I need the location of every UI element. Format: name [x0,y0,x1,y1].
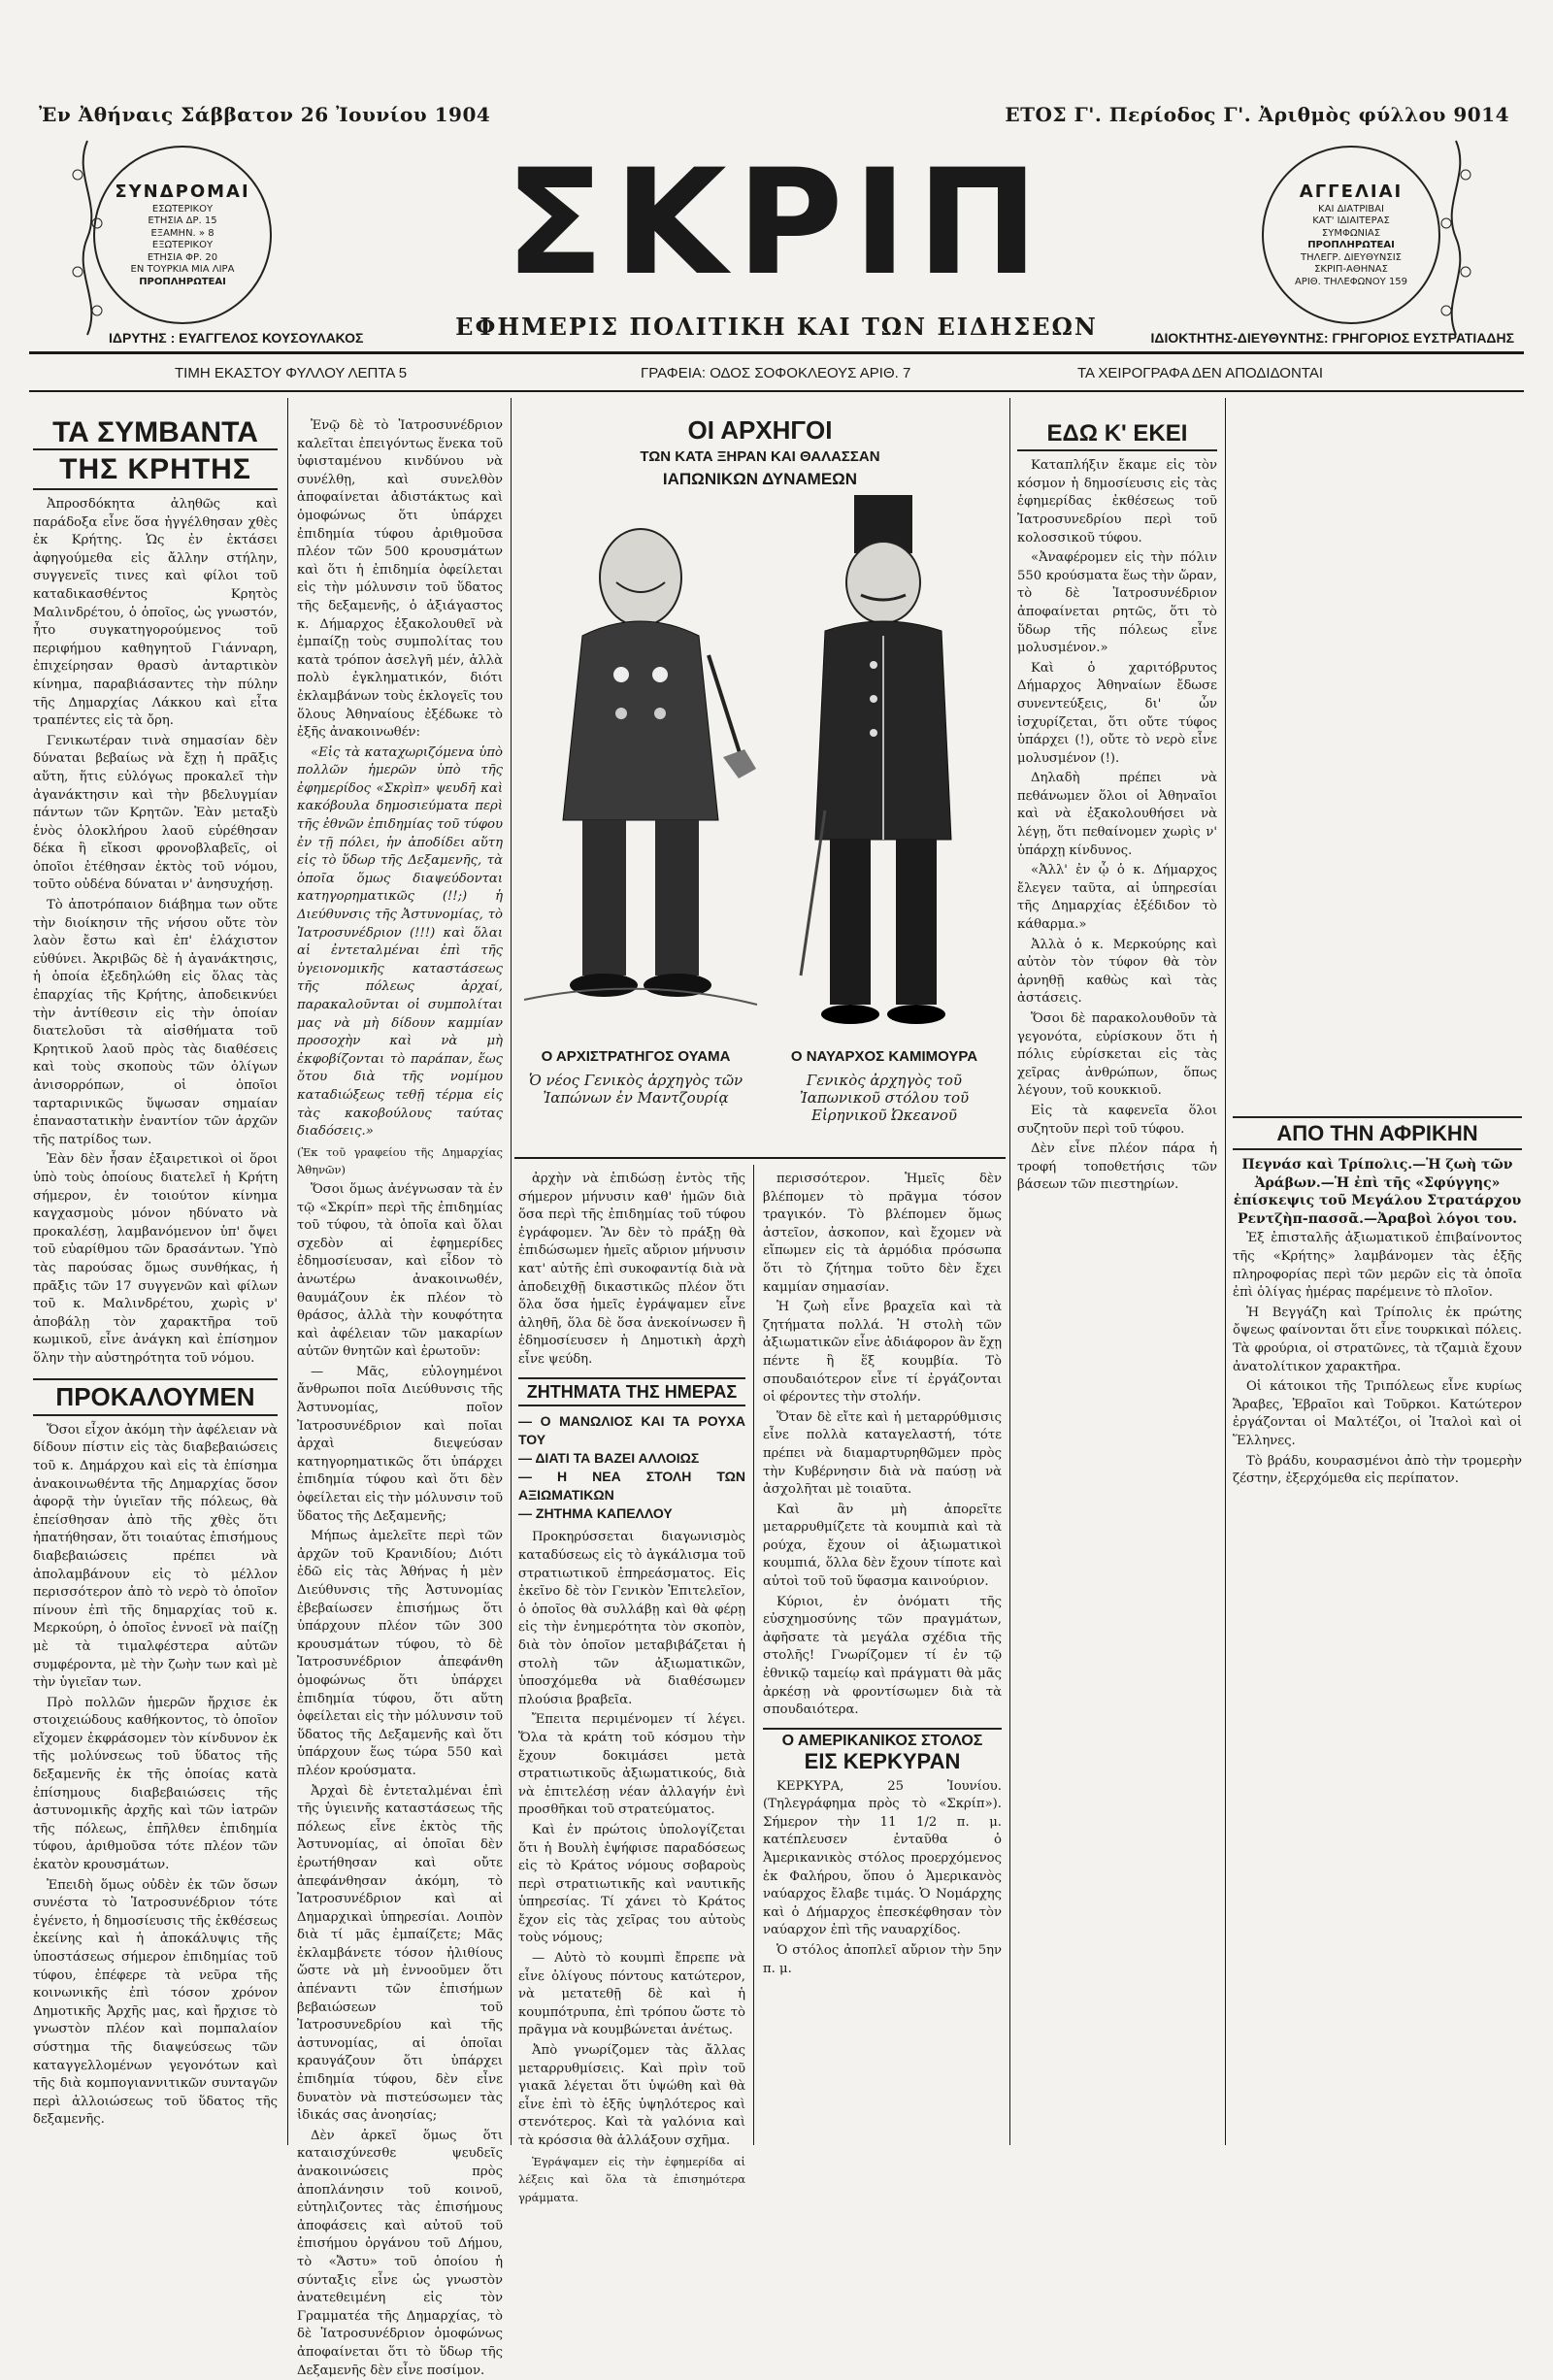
feature-subtitle: ΙΑΠΩΝΙΚΩΝ ΔΥΝΑΜΕΩΝ [662,470,858,489]
article-paragraph: Καὶ ἐν πρώτοις ὑπολογίζεται ὅτι ἡ Βουλὴ ἐψήφισε παραδόσεως εἰς τὸ Κράτος νόμους σοβαροὺς περὶ στρατιωτικῆς καὶ ναυτικῆς ὑπηρεσίας. Τί χάνει τὸ Κράτος ἔχον εἰς τὰς χεῖρας του αὐτοὺς τοὺς νόμους; [518,1822,745,1946]
subscriptions-line: ΠΡΟΠΛΗΡΩΤΕΑΙ [139,276,226,287]
article-paragraph: Δὲν ἀρκεῖ ὅμως ὅτι καταισχύνεσθε ψευδεῖς ἀνακοινώσεις πρὸς ἀποπλάνησιν τοῦ κοινοῦ, εὐτηλιζοντες τὰς ἐπισήμους ἀποφάσεις καὶ αὐτοῦ τοῦ ἐπισήμου ὀργάνου τοῦ Δήμου, τὸ «Ἄστυ» τοῦ ὁποίου ἡ σύνταξις εἶνε ὡς γνωστὸν ἀνατεθειμένη εἰς τὸν Γραμματέα τῆς Δημαρχίας, τὸ δὲ Ἰατροσυνέδριον ὁμοφώνως ἀποφαίνεται ὅτι τὸ ὕδωρ τῆς Δεξαμενῆς δὲν εἶνε ποσίμον. [297,2128,503,2378]
quote-source: (Ἐκ τοῦ γραφείου τῆς Δημαρχίας Ἀθηνῶν) [297,1144,503,1177]
ads-line: ΑΡΙΘ. ΤΗΛΕΦΩΝΟΥ 159 [1294,276,1408,287]
article-paragraph: Γενικωτέραν τινὰ σημασίαν δὲν δύναται βεβαίως νὰ ἔχῃ ἡ πρᾶξις αὕτη, ἥτις εὐλόγως προκαλεῖ τὴν ἀγανάκτησιν καὶ τὴν βδελυγμίαν πάντων τῶν Κρητῶν. Ἐὰν μεταξὺ ἑνὸς ὁλοκλήρου λαοῦ εὑρέθησαν δέκα ἢ εἴκοσι φρονοβλαβεῖς, οἱ ὁποῖοι ἐτέθησαν ἐκτὸς τοῦ νόμου, τοῦτο οὐδένα δύναται ν' ἀνησυχήσῃ. [33,733,278,893]
ads-title: ΑΓΓΕΛΙΑΙ [1299,182,1404,202]
article-paragraph: Ἡ Βεγγάζη καὶ Τρίπολις ἐκ πρώτης ὄψεως φαίνονται ὅτι εἶνε τουρκικαὶ πόλεις. Τὰ φρούρια, οἱ στρατῶνες, τὰ τζαμιὰ ἔχουν ἀνατολίτικον χαρακτῆρα. [1233,1305,1522,1374]
news-item: Καταπλήξιν ἔκαμε εἰς τὸν κόσμον ἡ δημοσίευσις εἰς τὰς ἐφημερίδας ἐκθέσεως τοῦ Ἰατροσυνεδρίου περὶ τοῦ κολοσσικοῦ τύφου. [1017,458,1217,545]
provocation-heading: ΠΡΟΚΑΛΟΥΜΕΝ [33,1378,278,1416]
subscriptions-line: ΕΤΗΣΙΑ ΦΡ. 20 [147,251,218,263]
article-quote: «Εἰς τὰ καταχωριζόμενα ὑπὸ πολλῶν ἡμερῶν ὑπὸ τῆς ἐφημερίδος «Σκρὶπ» ψευδῆ καὶ κακόβουλα δημοσιεύματα περὶ τῆς ἐθνῶν ἐπιδημίας τοῦ τύφου ἐν τῇ πόλει, ἡν ἀποδίδει αὕτη εἰς τὸ ὕδωρ τῆς Δεξαμενῆς, τὰ ὁποῖα ὅμως διαψεύδονται κατηγορηματικῶς (!!;) ἡ Διεύθυνσις τῆς Ἀστυνομίας, τὸ Ἰατροσυνέδριον (!!!) καὶ ὅλαι αἱ ἐντεταλμέναι ἐπὶ τῆς ὑγειονομικῆς καταστάσεως τῆς πόλεως ἀρχαί, παρακαλοῦνται οἱ συμπολίται μας νὰ μὴ δίδουν καμμίαν προσοχὴν καὶ νὰ μὴ ἐκφοβίζονται τὸ παράπαν, ἕως ὅτου διὰ τῆς νομίμου καταδιώξεως τεθῇ τέρμα εἰς τὰς κακοβούλους ταύτας διαδόσεις.» [297,744,503,1140]
article-paragraph: Ὅταν δὲ εἴτε καὶ ἡ μεταρρύθμισις εἶνε πολλὰ καταγελαστή, τότε πρέπει νὰ διαμαρτυρηθῶμεν πρὸς τὴν Κυβέρνησιν διὰ νὰ παύσῃ νὰ ἀσχολῆται μὲ τοιαῦτα. [763,1409,1002,1498]
article-paragraph: περισσότερον. Ἡμεῖς δὲν βλέπομεν τὸ πρᾶγμα τόσον τραγικόν. Τὸ βλέπομεν ὅμως ἀστεῖον, ἀσκοπον, καὶ ἔχομεν νὰ εἴπωμεν εἰς τὰ ἁρμόδια πρόσωπα ὅτι τὸ ζήτημα τοῦτο δὲν ἔχει καμμίαν σημασίαν. [763,1172,1002,1295]
africa-heading: ΑΠΟ ΤΗΝ ΑΦΡΙΚΗΝ [1233,1116,1522,1150]
fleet-heading-2: ΕΙΣ ΚΕΡΚΥΡΑΝ [804,1748,961,1773]
ads-line: ΣΥΜΦΩΝΙΑΣ [1321,227,1381,239]
article-paragraph: ΚΕΡΚΥΡΑ, 25 Ἰουνίου. (Τηλεγράφημα πρὸς τὸ «Σκρίπ»). Σήμερον τὴν 11 1/2 π. μ. κατέπλευσεν ἐνταῦθα ὁ Ἀμερικανικὸς στόλος προερχόμενος ἐκ Φαλήρου, ὅπου ὁ Ἀμερικανὸς ναύαρχος ἔλαβε τιμάς. Ὁ Νομάρχης καὶ ὁ Δήμαρχος ἐπεσκέφθησαν τὸν ναύαρχον ἐπὶ τῆς ναυαρχίδος. [763,1778,1002,1938]
column-3 [518,1171,745,2204]
crete-heading-line1: ΤΑ ΣΥΜΒΑΝΤΑ [52,416,258,448]
ads-line: ΤΗΛΕΓΡ. ΔΙΕΥΘΥΝΣΙΣ [1300,251,1402,263]
ads-line: ΚΑΤ' ΙΔΙΑΙΤΕΡΑΣ [1312,215,1390,226]
issues-item: — Ο ΜΑΝΩΛΙΟΣ ΚΑΙ ΤΑ ΡΟΥΧΑ ΤΟΥ [518,1413,745,1448]
news-item: Δὲν εἶνε πλέον πάρα ἡ τροφή τοποθετήσις τῶν βάσεων τῶν πιεστηρίων. [1017,1141,1217,1193]
news-item: Ὅσοι δὲ παρακολουθοῦν τὰ γεγονότα, εὑρίσκουν ὅτι ἡ πόλις εὑρίσκεται εἰς τὰς χεῖρας ἀνθρώπων, ὅπως λέγουν, τοῦ κουκκιοῦ. [1017,1011,1217,1099]
africa-subheading: Πεγνάσ καὶ Τρίπολις.—Ἡ ζωὴ τῶν Ἀράβων.—Ἡ ἐπὶ τῆς «Σφύγγης» ἐπίσκεψις τοῦ Μεγάλου Στρατάρχου Ρεντζὴπ-πασσᾶ.—Ἀραβοὶ λόγοι του. [1233,1157,1522,1227]
article-paragraph: Ὅσοι εἶχον ἀκόμη τὴν ἀφέλειαν νὰ δίδουν πίστιν εἰς τὰς διαβεβαιώσεις τοῦ κ. Δημάρχου καὶ εἰς τὰ ἐπίσημα ἀνακοινωθέντα τῆς Δημαρχίας ὅσον ἀφορᾷ τὴν ὑγιεῖαν τῆς πόλεως, θὰ ἐπείσθησαν ἀπὸ τῆς χθὲς ὅτι ἠπατήθησαν, ὅτι τοιαύτας ἐπισήμους διαβεβαιώσεις πρέπει νὰ ἀπολαμβάνουν εἰς τὸ μέλλον περισσότερον ἀπὸ τὸ νερὸ τὸ ὁποῖον πίνουν ἐπὶ τῆς δημαρχίας τοῦ κ. Μερκούρη, ὁ ὁποῖος ἐννοεῖ νὰ παίζῃ μὲ τὰ τιμαλφέστερα αὐτῶν συμφέροντα, μὲ τὴν ζωὴν των καὶ μὲ τὴν ὑγιεῖαν των. [33,1422,278,1691]
article-paragraph: Ὅσοι ὅμως ἀνέγνωσαν τὰ ἐν τῷ «Σκρίπ» περὶ τῆς ἐπιδημίας τοῦ τύφου, τὰ ὁποῖα καὶ ὅλαι σχεδὸν αἱ ἐφημερίδες ἐδημοσίευσαν, καὶ εἶδον τὸ ἀνωτέρω ἀνακοινωθέν, θαυμάζουν ἐκ πλέον τὸ θράσος, ἀλλὰ τὴν κουφότητα καὶ ἀφέλειαν τῶν μακαρίων αὐτῶν θνητῶν καὶ ἐρωτοῦν: [297,1181,503,1360]
article-paragraph: Ἀρχαὶ δὲ ἐντεταλμέναι ἐπὶ τῆς ὑγιεινῆς καταστάσεως τῆς πόλεως εἶνε ἐκτὸς τῆς Ἀστυνομίας, αἱ ὁποῖαι δὲν ἐρωτήθησαν καὶ οὔτε ἀπεφάνθησαν ἀκόμη, τὸ Ἰατροσυνέδριον καὶ αἱ Δημαρχικαὶ ὑπηρεσίαι. Λοιπὸν διὰ τί μᾶς ἐμπαίζετε; Μᾶς ἐκλαμβάνετε τόσον ἠλιθίους ὥστε νὰ μὴ ἐννοοῦμεν ὅτι ἀπέναντι τῶν ἐπισήμων βεβαιώσεων τοῦ Ἰατροσυνεδρίου καὶ τῆς ἀστυνομίας, αἱ ὁποῖαι κραυγάζουν ὅτι ὑπάρχει ἐπιδημία τύφου, δὲν εἶνε δυνατὸν νὰ πιστεύσωμεν τὰς ἰδικάς σας ἀνοησίας; [297,1783,503,2124]
manuscripts-notice: ΤΑ ΧΕΙΡΟΓΡΑΦΑ ΔΕΝ ΑΠΟΔΙΔΟΝΤΑΙ [1077,365,1324,381]
column-divider [511,398,512,2145]
issues-item: — ΔΙΑΤΙ ΤΑ ΒΑΖΕΙ ΑΛΛΟΙΩΣ [518,1450,700,1467]
fleet-heading: Ο ΑΜΕΡΙΚΑΝΙΚΟΣ ΣΤΟΛΟΣ [763,1728,1002,1750]
article-paragraph: Προκηρύσσεται διαγωνισμὸς καταδύσεως εἰς τὸ ἀγκάλισμα τοῦ στρατιωτικοῦ ἐπηρεάσματος. Εἰς ἐκεῖνο δὲ τὸν Γενικὸν Ἐπιτελεῖον, ὁ ὁποῖος θὰ συλλάβῃ καὶ θὰ φέρῃ εἰς τὴν ἐνημερότητα τὸν σκοπὸν, διὰ τὸν ὁποῖον μεταβιβάζεται ἡ στολὴ τῶν ἀξιωματικῶν, ὑποσχόμεθα νὰ διαθέσωμεν πλούσια βραβεῖα. [518,1530,745,1707]
subscriptions-line: ΕΝ ΤΟΥΡΚΙΑ ΜΙΑ ΛΙΡΑ [130,264,235,275]
news-item: «Ἀλλ' ἐν ᾧ ὁ κ. Δήμαρχος ἔλεγεν ταῦτα, αἱ ὑπηρεσίαι τῆς Δημαρχίας ἐξέδιδον τὸ κάθαρμα.» [1017,863,1217,933]
ads-line: ΠΡΟΠΛΗΡΩΤΕΑΙ [1307,240,1395,250]
masthead-rule [29,351,1524,354]
owner-line: ΙΔΙΟΚΤΗΤΗΣ-ΔΙΕΥΘΥΝΤΗΣ: ΓΡΗΓΟΡΙΟΣ ΕΥΣΤΡΑΤΙΑΔΗΣ [1150,330,1514,346]
subscriptions-line: ΕΣΩΤΕΡΙΚΟΥ [151,203,214,215]
newspaper-subtitle: ΕΦΗΜΕΡΙΣ ΠΟΛΙΤΙΚΗ ΚΑΙ ΤΩΝ ΕΙΔΗΣΕΩΝ [455,313,1098,341]
admiral-portrait-illustration [772,490,995,1034]
subscriptions-line: ΕΞΩΤΕΡΙΚΟΥ [151,240,214,250]
ads-line: ΚΑΙ ΔΙΑΤΡΙΒΑΙ [1318,203,1384,215]
issues-item: — ΖΗΤΗΜΑ ΚΑΠΕΛΛΟΥ [518,1505,673,1522]
article-paragraph: Τὸ βράδυ, κουρασμένοι ἀπὸ τὴν τρομερὴν ζέστην, ἐξερχόμεθα εἰς περίπατον. [1233,1453,1522,1487]
subscriptions-line: ΕΤΗΣΙΑ ΔΡ. 15 [148,215,217,226]
article-paragraph: ἀρχὴν νὰ ἐπιδώσῃ ἐντὸς τῆς σήμερον μήνυσιν καθ' ἡμῶν διὰ ὅσα περὶ τῆς ἐπιδημίας τοῦ τύφου ἐγράφομεν. Ἂν δὲν τὸ πράξῃ θὰ ἐπιδώσωμεν ἡμεῖς αὔριον μήνυσιν κατ' αὐτῆς ἐπὶ συκοφαντίᾳ διὰ νὰ ἀποδειχθῇ δικαστικῶς πλέον ὅτι ὅλα ὅσα ἡμεῖς ἐγράψαμεν εἶνε ἀληθῆ, ὅλα δὲ ὅσα ἀνεκοίνωσεν ἢ ἐδημοσίευσεν ἡ Δημοτικὴ ἀρχὴ εἶνε ψεύδη. [518,1172,745,1367]
admiral-caption: Ο ΝΑΥΑΡΧΟΣ ΚΑΜΙΜΟΥΡΑ [790,1048,978,1065]
feature-rule [514,1157,1006,1159]
article-paragraph: Ἐὰν δὲν ἦσαν ἐξαιρετικοὶ οἱ ὅροι ὑπὸ τοὺς ὁποίους διατελεῖ ἡ Κρήτη σήμερον, ἐν τοιούτον κίνημα καγχασμοὺς μόνον ηδύνατο νὰ προκαλέσῃ, λαμβανόμενον ὑπ' ὄψει τοῦ εὐαρίθμου τῶν δρασάντων. Ὑπὸ τὰς παρούσας ὅμως συνθήκας, ἡ πρᾶξις τῶν 17 συγγενῶν καὶ φίλων τοῦ κ. Μαλινδρέτου, χωρὶς ν' ἀποβάλῃ τὸν χαρακτῆρα τοῦ κωμικοῦ, εἶνε ἀνάγκη καὶ ἐπίσημον ὅλην τὴν αὐστηρότητα τοῦ νόμου. [33,1152,278,1366]
column-divider [753,1165,754,2145]
here-and-there-heading: ΕΔΩ Κ' ΕΚΕΙ [1017,417,1217,451]
infobar-rule [29,390,1524,392]
column-divider [287,398,288,2145]
article-paragraph: Ὁ στόλος ἀποπλεῖ αὔριον τὴν 5ην π. μ. [763,1943,1002,1976]
feature-title: ΟΙ ΑΡΧΗΓΟΙ [687,415,833,445]
price-line: ΤΙΜΗ ΕΚΑΣΤΟΥ ΦΥΛΛΟΥ ΛΕΠΤΑ 5 [175,365,408,381]
article-paragraph: Ἐξ ἐπισταλῆς ἀξιωματικοῦ ἐπιβαίνοντος τῆς «Κρήτης» λαμβάνομεν τὰς ἑξῆς πληροφορίας περὶ τῶν μερῶν εἰς τὰ ὁποῖα ἐπὶ ὀλίγας ἡμέρας παρέμεινε τὸ πλοῖον. [1233,1231,1522,1301]
news-item: «Ἀναφέρομεν εἰς τὴν πόλιν 550 κρούσματα ἕως τὴν ὥραν, τὸ δὲ Ἰατροσυνέδριον ἀποφαίνεται ρητῶς, ὅτι τὸ ὕδωρ τῆς πόλεως εἶνε μολυσμένον.» [1017,550,1217,656]
crete-heading-line2: ΤΗΣ ΚΡΗΤΗΣ [33,448,278,491]
article-paragraph: Κύριοι, ἐν ὀνόματι τῆς εὐσχημοσύνης τῶν πραγμάτων, ἀφῆσατε τὰ μεγάλα σχέδια τῆς στολῆς! Γνωρίζομεν τί ἐν τῷ ἐθνικῷ ταμείῳ καὶ πράγματι θὰ μᾶς ἀρκέσῃ νὰ φροντίσωμεν διὰ τὰ σπουδαιότερα. [763,1594,1002,1718]
article-paragraph: Ἐνῷ δὲ τὸ Ἰατροσυνέδριον καλεῖται ἐπειγόντως ἕνεκα τοῦ ὑφισταμένου κινδύνου νὰ συνέλθῃ, καὶ συνελθὸν ἀποφαίνεται ἀδιστάκτως καὶ ὁμοφώνως ὅτι ὑπάρχει ἐπιδημία τύφου ἀριθμοῦσα πλέον τῶν 500 κρουσμάτων καὶ ὅτι ἡ ἐπιδημία ὀφείλεται εἰς τὴν μόλυνσιν τοῦ ὕδατος τῆς δεξαμενῆς, ὁ ἀξιάγαστος κ. Δήμαρχος ἐξακολουθεῖ νὰ ἐμπαίζῃ τοὺς συμπολίτας του κατὰ τρόπον ἀσελγῆ μέν, ἀλλὰ πολὺ ἐγκληματικόν, διότι ἐκλαμβάνων τοὺς ἐκλογεῖς του ὅλους Ἀθηναίους ἐξέδωκε τὸ ἑξῆς ἀνακοινωθέν: [297,418,503,741]
column-divider [1009,398,1010,2145]
article-paragraph: Ἐπειδὴ ὅμως οὐδὲν ἐκ τῶν ὅσων συνέστα τὸ Ἰατροσυνέδριον τότε ἐγένετο, ἡ δημοσίευσις τῆς ἐκθέσεως ἐκείνης καὶ ἡ ἀποκάλυψις τῆς ὑποστάσεως σήμερον ἐπιδημίας τοῦ τύφου, ἐπέφερε τὰ νεῦρα τῆς κοινωνικῆς ἐπὶ τόσον χρόνον Δημοτικῆς Ἀρχῆς μας, καὶ ἤρχισε τὸ γνωστὸν πλέον καὶ πομπαλαίον σύστημα τῆς διαψεύσεως τῶν καταγγελλομένων γεγονότων καὶ τῆς διὰ κομπογιαννιτικῶν συνταγῶν περὶ ἀλλοιώσεως τοῦ ὕδατος τῆς δεξαμενῆς. [33,1877,278,2128]
subscriptions-title: ΣΥΝΔΡΟΜΑΙ [115,182,250,202]
article-paragraph: Ἀπροσδόκητα ἀληθῶς καὶ παράδοξα εἶνε ὅσα ἠγγέλθησαν χθὲς ἐκ Κρήτης. Ὡς ἐν ἐκτάσει ἀφηγούμεθα εἰς ἄλλην στήλην, συγγενεῖς τινες καὶ φίλοι τοῦ καταδικασθέντος Κρητὸς Μαλινδρέτου, ὁ ὁποῖος, ὡς γνωστόν, ἦτο συγκατηγορούμενος τοῦ περιφήμου καθηγητοῦ Γιάνναρη, ἐπιχείρησαν θρασὺ ἀνταρτικὸν κίνημα, παραβιάσαντες τὴν πύλην τῆς Δημαρχίας Λάκκου καὶ εἶτα τραπέντες εἰς τὰ ὄρη. [33,497,278,729]
article-paragraph: Μήπως ἀμελεῖτε περὶ τῶν ἀρχῶν τοῦ Κρανιδίου; Διότι ἐδῶ εἰς τὰς Ἀθήνας ἡ μὲν Διεύθυνσις τῆς Ἀστυνομίας ἐβεβαίωσεν ἐπισήμως ὅτι ὑπάρχουν πλέον τῶν 300 κρουσμάτων τύφου, τὸ δὲ Ἰατροσυνέδριον ἀπεφάνθη ὁμοφώνως ὅτι ὑπάρχει ἐπιδημία τύφου, ὅτι αὕτη ὀφείλεται εἰς τὴν μόλυνσιν τοῦ ὕδατος τῆς Δεξαμενῆς καὶ ὅτι ὑπάρχουν ἕως τώρα 550 καὶ πλέον κρούσματα. [297,1529,503,1778]
feature-block [514,417,1006,1155]
column-6 [1233,417,1522,2135]
article-paragraph: Καὶ ἂν μὴ ἀπορεῖτε μεταρρυθμίζετε τὰ κουμπιὰ καὶ τὰ ρούχα, ἔχουν οἱ ἀξιωματικοὶ κουμπιά, ὅλλα δὲν ἔχουν τίποτε καὶ αὐτοὶ τοῦ τοῦ ὕφασμα καινούριον. [763,1502,1002,1590]
news-item: Εἰς τὰ καφενεῖα ὅλοι συζητοῦν περὶ τοῦ τύφου. [1017,1103,1217,1137]
news-item: Δηλαδὴ πρέπει νὰ πεθάνωμεν ὅλοι οἱ Ἀθηναῖοι καὶ νὰ ἐξακολουθήσει νὰ λέγῃ, ὅτι πεθαίνομεν χωρὶς ν' ὑπάρχῃ κίνδυνος. [1017,771,1217,858]
article-paragraph: Πρὸ πολλῶν ἡμερῶν ἤρχισε ἐκ στοιχειώδους καθήκοντος, τὸ ὁποῖον εἴχομεν ἐκφράσομεν τὸν κίνδυνον ἐκ τῆς μολύνσεως τοῦ ὕδατος τῆς δεξαμενῆς ἐκ τῆς ὁποίας κατὰ ἐπίσημους διαβεβαιώσεις τῆς ἀστυνομικῆς ἀρχῆς καὶ τῶν ἰατρῶν τῆς πόλεως, ἐπῆλθεν ἐπιδημία τύφου, ἀριθμοῦσα τότε πλέον τῶν ἑκατὸν κρουσμάτων. [33,1695,278,1873]
article-paragraph: Ἔπειτα περιμένομεν τί λέγει. Ὅλα τὰ κράτη τοῦ κόσμου τὴν ἔχουν δοκιμάσει μετὰ στρατιωτικοῦς ἀξιωματικούς, διὰ νὰ ἐπιτελέσῃ νέαν ἀλλαγήν ἐνὶ προσθῆκαι τοῦ στρατεύματος. [518,1712,745,1818]
office-line: ΓΡΑΦΕΙΑ: ΟΔΟΣ ΣΟΦΟΚΛΕΟΥΣ ΑΡΙΘ. 7 [641,365,911,381]
date-line: Ἐν Ἀθήναις Σάββατον 26 Ἰουνίου 1904 [39,103,491,126]
article-paragraph: Οἱ κάτοικοι τῆς Τριπόλεως εἶνε κυρίως Ἄραβες, Ἑβραῖοι καὶ Τοῦρκοι. Κατώτερον ἐργάζονται οἱ Μαλτέζοι, οἱ Ἰταλοὶ καὶ οἱ Ἕλληνες. [1233,1379,1522,1448]
general-caption-sub: Ὁ νέος Γενικὸς ἀρχηγὸς τῶν Ἰαπώνων ἐν Μαντζουρίᾳ [528,1072,743,1107]
article-paragraph: Τὸ ἀποτρόπαιον διάβημα των οὔτε τὴν διοίκησιν τῆς νήσου οὔτε τὸν λαὸν ἔστω καὶ ἐπ' ἐλάχιστον εὐθύνει. Ἀκριβῶς δὲ ἡ ἀγανάκτησις, ἡ ὁποία ἐξεδηλώθη εἰς ὅλας τὰς ἐπαρχίας τῆς Κρήτης, ἀποδεικνύει τὴν ἀντίθεσιν εἰς τὴν ὁποίαν διατελοῦσι τὰ αἰσθήματα τοῦ Κρητικοῦ λαοῦ πρὸς τὰς διαθέσεις καὶ τοὺς σκοποὺς τῶν ὀλίγων ἀνισορρόπων, οἱ ὁποῖοι ταρταρινικῶς ὕψωσαν σημαίαν ἐπαναστατικὴν ἐναντίον τῶν ἀρχῶν τῆς πατρίδος των. [33,898,278,1147]
issues-item: — Η ΝΕΑ ΣΤΟΛΗ ΤΩΝ ΑΞΙΩΜΑΤΙΚΩΝ [518,1469,745,1504]
newspaper-title: ΣΚΡΙΠ [505,139,1048,308]
subscriptions-line: ΕΞΑΜΗΝ. » 8 [150,227,215,239]
news-item: Ἀλλὰ ὁ κ. Μερκούρης καὶ αὐτὸν τὸν τύφον θὰ τὸν ἀρνηθῇ καθὼς καὶ τὰς ἀστάσεις. [1017,937,1217,1007]
general-portrait-illustration [524,510,757,1034]
feature-subtitle: ΤΩΝ ΚΑΤΑ ΞΗΡΑΝ ΚΑΙ ΘΑΛΑΣΣΑΝ [640,448,880,466]
column-5 [1017,417,1217,2135]
ads-line: ΣΚΡΙΠ-ΑΘΗΝΑΣ [1314,264,1388,275]
article-paragraph: Ἀπὸ γνωρίζομεν τὰς ἄλλας μεταρρυθμίσεις. Καὶ πρὶν τοῦ γιακᾶ λέγεται ὅτι ὑψώθη καὶ θὰ εἶνε ἐπὶ τὸ ἑξῆς ὑψηλότερος καὶ στενότερος. Καὶ τὰ γαλόνια καὶ τὰ κρόσσια θὰ ἀλλάξουν σχῆμα. [518,2043,745,2149]
admiral-caption-sub: Γενικὸς ἀρχηγὸς τοῦ Ἰαπωνικοῦ στόλου τοῦ Εἰρηνικοῦ Ὠκεανοῦ [799,1072,970,1124]
article-paragraph: Ἡ ζωὴ εἶνε βραχεῖα καὶ τὰ ζητήματα πολλά. Ἡ στολὴ τῶν ἀξιωματικῶν εἶνε ἀδιάφορον ἂν ἔχῃ πέντε ἢ ἕξ κουμβία. Τὸ σπουδαιότερον εἶνε τί ἐργάζονται οἱ φέροντες τὴν στολήν. [763,1300,1002,1405]
news-item: Καὶ ὁ χαριτόβρυτος Δήμαρχος Ἀθηναίων ἔδωσε συνεντεύξεις, δι' ὧν ἰσχυρίζεται, ὅτι οὔτε τύφος ὑπάρχει (!), οὔτε τὸ νερὸ εἶνε μολυσμένον (!). [1017,660,1217,766]
issue-line: ΕΤΟΣ Γ'. Περίοδος Γ'. Ἀριθμὸς φύλλου 9014 [1005,103,1509,126]
column-divider [1225,398,1226,2145]
article-paragraph: — Μᾶς, εὐλογημένοι ἄνθρωποι ποῖα Διεύθυνσις τῆς Ἀστυνομίας, ποῖον Ἰατροσυνέδριον καὶ ποῖαι ἀρχαὶ διεψεύσαν κατηγορηματικῶς ὅτι ὑπάρχει ἐπιδημία τύφου καὶ ὅτι δὲν ὀφείλεται εἰς τὴν μόλυνσιν τοῦ ὕδατος τῆς Δεξαμενῆς; [297,1364,503,1524]
founder-line: ΙΔΡΥΤΗΣ : ΕΥΑΓΓΕΛΟΣ ΚΟΥΣΟΥΛΑΚΟΣ [109,330,364,346]
column-1 [33,417,278,2135]
general-caption: Ο ΑΡΧΙΣΤΡΑΤΗΓΟΣ ΟΥΑΜΑ [541,1048,731,1065]
column-4 [763,1171,1002,2132]
issues-heading: ΖΗΤΗΜΑΤΑ ΤΗΣ ΗΜΕΡΑΣ [518,1377,745,1407]
footnote: Ἐγράψαμεν εἰς τὴν ἐφημερίδα αἱ λέξεις καὶ ὅλα τὰ ἐπισημότερα γράμματα. [518,2154,745,2204]
article-paragraph: — Αὐτὸ τὸ κουμπὶ ἔπρεπε νὰ εἶνε ὀλίγους πόντους κατώτερον, νὰ μετατεθῇ δὲ καὶ ἡ κουμπότρυπα, ἐπὶ τρόπου ὥστε τὸ πρᾶγμα νὰ κουμβώνεται ἀνέτως. [518,1951,745,2038]
column-2 [297,417,503,2378]
